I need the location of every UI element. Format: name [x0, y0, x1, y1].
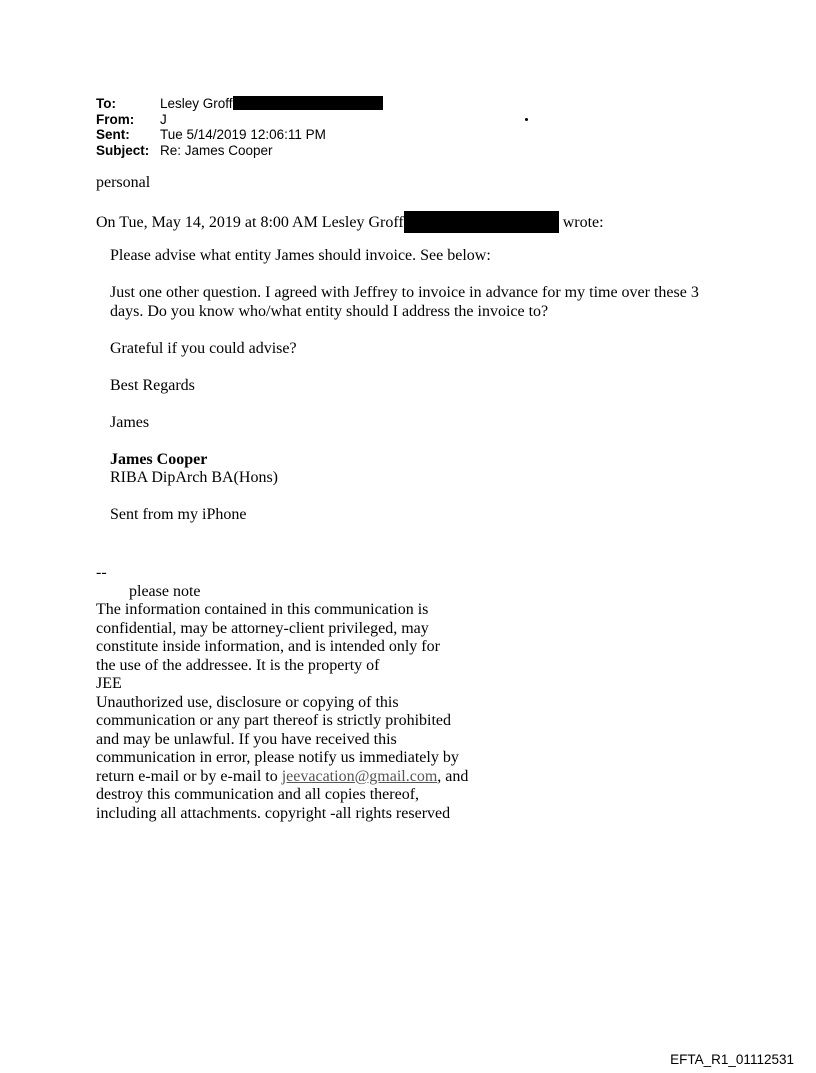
disclaimer-line: confidential, may be attorney-client privileged, may — [96, 619, 429, 637]
quote-intro-start: On Tue, May 14, 2019 at 8:00 AM Lesley Groff — [96, 214, 404, 231]
reply-text: personal — [96, 174, 151, 191]
sent-from-line: Sent from my iPhone — [110, 506, 247, 523]
disclaimer-note: please note — [129, 582, 201, 600]
signature-title: RIBA DipArch BA(Hons) — [110, 469, 278, 486]
from-value: J — [160, 111, 167, 127]
quoted-line: Just one other question. I agreed with Jeffrey to invoice in advance for my time over these 3 — [110, 284, 699, 301]
disclaimer-line: constitute inside information, and is intended only for — [96, 638, 440, 655]
signature — [110, 451, 730, 488]
subject-row — [96, 143, 383, 159]
quoted-paragraph — [110, 284, 730, 321]
redaction-bar — [233, 96, 383, 110]
subject-value: Re: James Cooper — [160, 142, 273, 158]
disclaimer — [96, 564, 468, 823]
from-row — [96, 112, 383, 128]
to-value: Lesley Groff — [160, 96, 233, 111]
disclaimer-text: , and — [437, 767, 469, 785]
quote-intro — [96, 211, 604, 233]
disclaimer-text: return e-mail or by e-mail to — [96, 767, 282, 785]
sent-value: Tue 5/14/2019 12:06:11 PM — [160, 127, 326, 142]
quoted-line: Please advise what entity James should invoice. See below: — [110, 247, 491, 264]
bates-number: EFTA_R1_01112531 — [670, 1052, 794, 1067]
quoted-line: Best Regards — [110, 376, 195, 394]
disclaimer-line: destroy this communication and all copies thereof, — [96, 786, 420, 803]
email-link[interactable]: jeevacation@gmail.com — [281, 767, 438, 785]
separator-dashes: -- — [96, 564, 107, 581]
disclaimer-line: Unauthorized use, disclosure or copying of this — [96, 693, 399, 711]
sent-label: Sent: — [96, 127, 130, 142]
quoted-line: days. Do you know who/what entity should I address the invoice to? — [110, 302, 549, 320]
subject-label: Subject: — [96, 142, 150, 158]
email-header — [96, 96, 383, 158]
disclaimer-line: communication in error, please notify us immediately by — [96, 749, 459, 766]
from-label: From: — [96, 111, 135, 127]
quoted-message — [110, 247, 730, 543]
disclaimer-line: JEE — [96, 675, 122, 692]
to-row — [96, 96, 383, 112]
quoted-line: James — [110, 413, 150, 431]
quote-intro-end: wrote: — [562, 214, 604, 231]
disclaimer-line: The information contained in this communication is — [96, 601, 429, 618]
sent-row — [96, 127, 383, 143]
disclaimer-line: including all attachments. copyright -all rights reserved — [96, 804, 451, 822]
redaction-bar — [404, 211, 559, 233]
disclaimer-line — [96, 768, 468, 787]
signature-name: James Cooper — [110, 450, 208, 468]
disclaimer-line: the use of the addressee. It is the property of — [96, 656, 380, 674]
disclaimer-line: and may be unlawful. If you have received this — [96, 730, 397, 748]
stray-mark — [525, 118, 528, 121]
quoted-line: Grateful if you could advise? — [110, 339, 297, 357]
disclaimer-line: communication or any part thereof is strictly prohibited — [96, 712, 452, 729]
to-label: To: — [96, 96, 116, 111]
